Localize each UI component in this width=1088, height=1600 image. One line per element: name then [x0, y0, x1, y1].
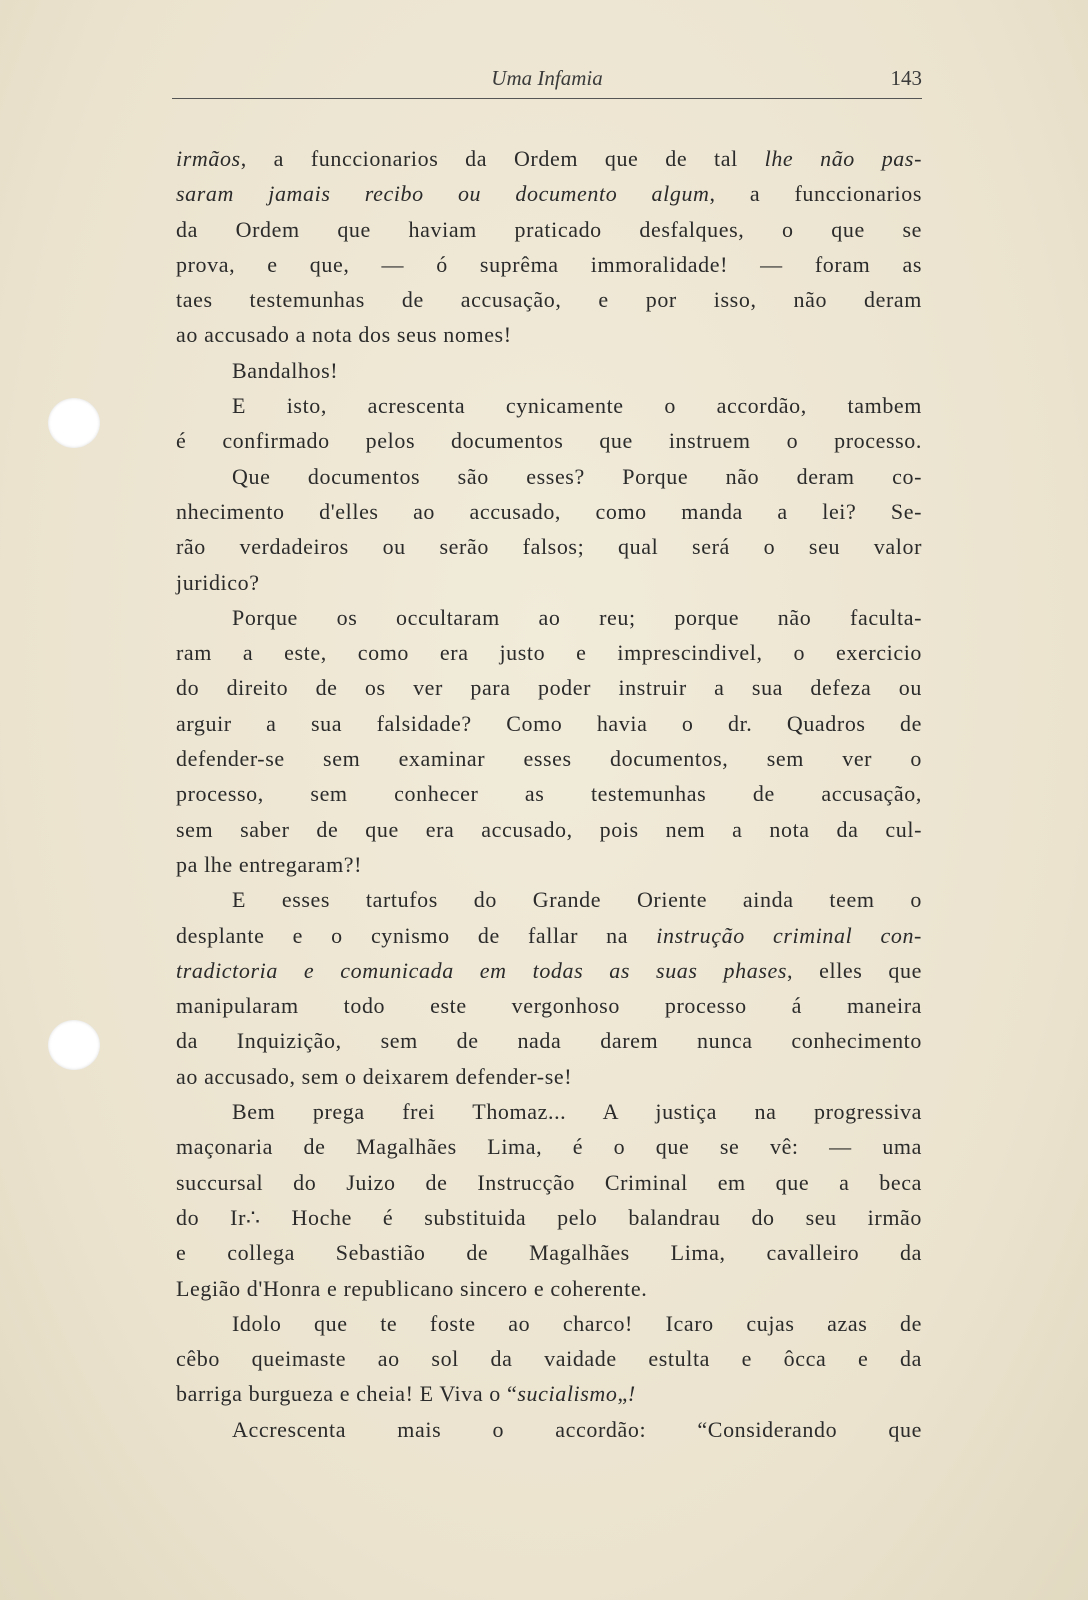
italic-text: tradictoria e comunicada em todas as suas phases	[176, 957, 788, 983]
text-run: ram a este, como era justo e imprescindivel, o exercicio	[176, 640, 922, 666]
text-line	[176, 529, 922, 564]
text-line	[176, 282, 922, 317]
text-line	[176, 353, 922, 388]
text-line	[176, 317, 922, 352]
page-number: 143	[890, 66, 922, 90]
text-run: succursal do Juizo de Instrucção Criminal em que a beca	[176, 1169, 922, 1195]
text-line	[176, 1271, 922, 1306]
text-run: „	[617, 1381, 628, 1407]
italic-text: irmãos	[176, 146, 241, 171]
text-line	[176, 670, 922, 705]
text-line	[176, 918, 922, 953]
text-run: do direito de os ver para poder instruir a sua defeza ou	[176, 675, 922, 701]
text-line	[176, 600, 922, 635]
text-line	[176, 459, 922, 494]
text-line	[176, 1412, 922, 1447]
text-line	[176, 1200, 922, 1235]
text-run: E esses tartufos do Grande Oriente ainda teem o	[232, 887, 922, 913]
text-line	[176, 776, 922, 811]
text-run: desplante e o cynismo de fallar na	[176, 922, 657, 948]
text-run: da Ordem que haviam praticado desfalques, o que se	[176, 216, 922, 242]
text-run: E isto, acrescenta cynicamente o accordão, tambem	[232, 393, 922, 419]
text-run: , a funccionarios da Ordem que de tal	[240, 146, 765, 171]
text-run: prova, e que, — ó suprêma immoralidade! — foram as	[176, 251, 922, 277]
italic-text: lhe não pas-	[764, 146, 922, 171]
text-run: juridico?	[176, 569, 260, 595]
text-run: Accrescenta mais o accordão: “Considerando que	[232, 1416, 922, 1442]
text-line	[176, 953, 922, 988]
text-line	[176, 1376, 922, 1411]
text-line	[176, 1306, 922, 1341]
punch-hole-upper	[48, 398, 100, 448]
text-line	[176, 565, 922, 600]
text-run: nhecimento d'elles ao accusado, como manda a lei? Se-	[176, 498, 922, 524]
text-run: rão verdadeiros ou serão falsos; qual será o seu valor	[176, 534, 922, 560]
text-run: da Inquizição, sem de nada darem nunca conhecimento	[176, 1028, 922, 1054]
text-line	[176, 988, 922, 1023]
text-line	[176, 1129, 922, 1164]
text-run: Bem prega frei Thomaz... A justiça na progressiva	[232, 1099, 922, 1125]
italic-text: sucialismo	[517, 1381, 618, 1407]
text-run: Porque os occultaram ao reu; porque não faculta-	[232, 604, 922, 630]
text-run: Que documentos são esses? Porque não deram co-	[232, 463, 922, 489]
text-line	[176, 706, 922, 741]
text-run: defender-se sem examinar esses documentos, sem ver o	[176, 746, 922, 772]
text-line	[176, 1094, 922, 1129]
text-run: ao accusado, sem o deixarem defender-se!	[176, 1063, 573, 1089]
text-line	[176, 1059, 922, 1094]
text-run: é confirmado pelos documentos que instruem o processo.	[176, 428, 922, 454]
page-header	[172, 62, 922, 92]
text-run: e collega Sebastião de Magalhães Lima, cavalleiro da	[176, 1240, 922, 1266]
text-line	[176, 847, 922, 882]
text-run: arguir a sua falsidade? Como havia o dr. Quadros de	[176, 710, 922, 736]
text-line	[176, 247, 922, 282]
text-line	[176, 1341, 922, 1376]
text-run: , a funccionarios	[709, 181, 922, 207]
text-run: pa lhe entregaram?!	[176, 851, 363, 877]
text-line	[176, 1235, 922, 1270]
italic-text: instrução criminal con-	[656, 922, 922, 948]
header-rule	[172, 98, 922, 99]
text-line	[176, 494, 922, 529]
text-line	[176, 635, 922, 670]
text-run: processo, sem conhecer as testemunhas de accusação,	[176, 781, 922, 807]
text-run: maçonaria de Magalhães Lima, é o que se vê: — uma	[176, 1134, 922, 1160]
punch-hole-lower	[48, 1020, 100, 1070]
text-run: , elles que	[787, 957, 922, 983]
text-line	[176, 141, 922, 176]
text-run: Legião d'Honra e republicano sincero e coherente.	[176, 1275, 648, 1301]
text-run: Idolo que te foste ao charco! Icaro cujas azas de	[232, 1310, 922, 1336]
text-run: barriga burgueza e cheia! E Viva o “	[176, 1381, 518, 1407]
text-line	[176, 882, 922, 917]
text-line	[176, 1023, 922, 1058]
text-line	[176, 388, 922, 423]
text-line	[176, 176, 922, 211]
text-run: do Ir∴ Hoche é substituida pelo balandrau do seu irmão	[176, 1204, 922, 1230]
text-line	[176, 741, 922, 776]
text-run: manipularam todo este vergonhoso processo á maneira	[176, 993, 922, 1019]
text-run: cêbo queimaste ao sol da vaidade estulta e ôcca e da	[176, 1346, 922, 1372]
text-line	[176, 423, 922, 458]
italic-text: !	[627, 1381, 636, 1407]
text-run: sem saber de que era accusado, pois nem a nota da cul-	[176, 816, 922, 842]
italic-text: saram jamais recibo ou documento algum	[176, 181, 710, 207]
text-run: taes testemunhas de accusação, e por isso, não deram	[176, 287, 922, 313]
body-text	[176, 141, 922, 1447]
text-line	[176, 1165, 922, 1200]
text-line	[176, 812, 922, 847]
text-run: ao accusado a nota dos seus nomes!	[176, 322, 512, 348]
running-title: Uma Infamia	[491, 66, 603, 90]
text-run: Bandalhos!	[232, 357, 339, 383]
text-line	[176, 212, 922, 247]
